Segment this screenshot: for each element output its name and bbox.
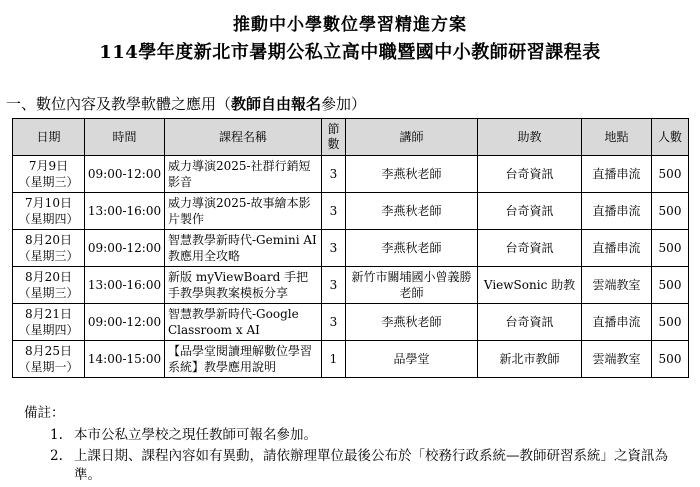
cell-assistant: 台奇資訊 <box>478 156 582 193</box>
cell-location: 直播串流 <box>582 230 652 267</box>
notes-section <box>24 404 668 483</box>
cell-assistant: 新北市教師 <box>478 341 582 378</box>
cell-instructor: 李燕秋老師 <box>346 156 478 193</box>
weekday-text: （星期四） <box>18 323 79 337</box>
note-item <box>50 447 680 485</box>
cell-time: 13:00-16:00 <box>85 193 165 230</box>
document-subtitle: 114學年度新北市暑期公私立高中職暨國中小教師研習課程表 <box>99 42 601 63</box>
section-heading-bold: 教師自由報名 <box>231 95 322 113</box>
cell-course: 新版 myViewBoard 手把手教學與教案模板分享 <box>165 267 322 304</box>
cell-time: 13:00-16:00 <box>85 267 165 304</box>
cell-instructor: 品學堂 <box>346 341 478 378</box>
cell-course: 智慧教學新時代-Gemini AI 教應用全攻略 <box>165 230 322 267</box>
table-row <box>13 193 689 230</box>
cell-sessions: 3 <box>322 267 346 304</box>
cell-assistant: 台奇資訊 <box>478 304 582 341</box>
cell-time: 09:00-12:00 <box>85 304 165 341</box>
section-heading <box>6 93 366 114</box>
cell-course: 威力導演2025-故事繪本影片製作 <box>165 193 322 230</box>
cell-date <box>13 267 85 304</box>
cell-instructor: 李燕秋老師 <box>346 193 478 230</box>
cell-capacity: 500 <box>652 193 689 230</box>
cell-assistant: ViewSonic 助教 <box>478 267 582 304</box>
header-date: 日期 <box>13 119 85 156</box>
date-text: 8月20日 <box>25 233 72 247</box>
cell-location: 雲端教室 <box>582 341 652 378</box>
weekday-text: （星期四） <box>18 212 79 226</box>
date-text: 7月9日 <box>28 159 69 173</box>
course-schedule-table <box>12 118 689 378</box>
cell-sessions: 3 <box>322 156 346 193</box>
cell-instructor: 李燕秋老師 <box>346 230 478 267</box>
cell-capacity: 500 <box>652 304 689 341</box>
table-row <box>13 230 689 267</box>
cell-time: 09:00-12:00 <box>85 230 165 267</box>
cell-sessions: 1 <box>322 341 346 378</box>
document-title: 推動中小學數位學習精進方案 <box>233 15 467 35</box>
cell-date <box>13 193 85 230</box>
cell-location: 直播串流 <box>582 304 652 341</box>
header-time: 時間 <box>85 119 165 156</box>
weekday-text: （星期一） <box>18 360 79 374</box>
header-capacity: 人數 <box>652 119 689 156</box>
notes-list <box>50 426 680 487</box>
section-heading-prefix: 一、數位內容及教學軟體之應用（ <box>6 95 232 113</box>
cell-location: 直播串流 <box>582 193 652 230</box>
date-text: 7月10日 <box>25 196 72 210</box>
table-row <box>13 341 689 378</box>
header-instructor: 講師 <box>346 119 478 156</box>
cell-course: 威力導演2025-社群行銷短影音 <box>165 156 322 193</box>
weekday-text: （星期三） <box>18 286 79 300</box>
table-row <box>13 267 689 304</box>
cell-capacity: 500 <box>652 341 689 378</box>
cell-course: 智慧教學新時代-Google Classroom x AI <box>165 304 322 341</box>
header-course: 課程名稱 <box>165 119 322 156</box>
cell-date <box>13 341 85 378</box>
weekday-text: （星期三） <box>18 249 79 263</box>
cell-capacity: 500 <box>652 230 689 267</box>
cell-sessions: 3 <box>322 230 346 267</box>
note-number: 1. <box>50 427 63 443</box>
date-text: 8月21日 <box>25 307 72 321</box>
cell-assistant: 台奇資訊 <box>478 230 582 267</box>
header-location: 地點 <box>582 119 652 156</box>
cell-location: 直播串流 <box>582 156 652 193</box>
table-row <box>13 156 689 193</box>
notes-label: 備註： <box>24 405 65 421</box>
cell-course: 【品學堂閱讀理解數位學習系統】教學應用說明 <box>165 341 322 378</box>
section-heading-suffix: 參加） <box>321 95 367 113</box>
note-text: 上課日期、課程內容如有異動，請依辦理單位最後公布於「校務行政系統—教師研習系統」之資訊為準。 <box>74 448 668 483</box>
cell-date <box>13 304 85 341</box>
note-text: 本市公私立學校之現任教師可報名參加。 <box>74 427 317 443</box>
date-text: 8月20日 <box>25 270 72 284</box>
cell-sessions: 3 <box>322 193 346 230</box>
header-assistant: 助教 <box>478 119 582 156</box>
cell-capacity: 500 <box>652 267 689 304</box>
cell-date <box>13 230 85 267</box>
cell-capacity: 500 <box>652 156 689 193</box>
cell-location: 雲端教室 <box>582 267 652 304</box>
note-number: 2. <box>50 448 63 464</box>
table-row <box>13 304 689 341</box>
cell-instructor: 李燕秋老師 <box>346 304 478 341</box>
cell-time: 09:00-12:00 <box>85 156 165 193</box>
weekday-text: （星期三） <box>18 175 79 189</box>
table-header-row <box>13 119 689 156</box>
header-sessions: 節數 <box>322 119 346 156</box>
cell-sessions: 3 <box>322 304 346 341</box>
cell-time: 14:00-15:00 <box>85 341 165 378</box>
cell-instructor: 新竹市關埔國小曾義勝老師 <box>346 267 478 304</box>
cell-assistant: 台奇資訊 <box>478 193 582 230</box>
cell-date <box>13 156 85 193</box>
date-text: 8月25日 <box>25 344 72 358</box>
note-item <box>50 426 680 445</box>
